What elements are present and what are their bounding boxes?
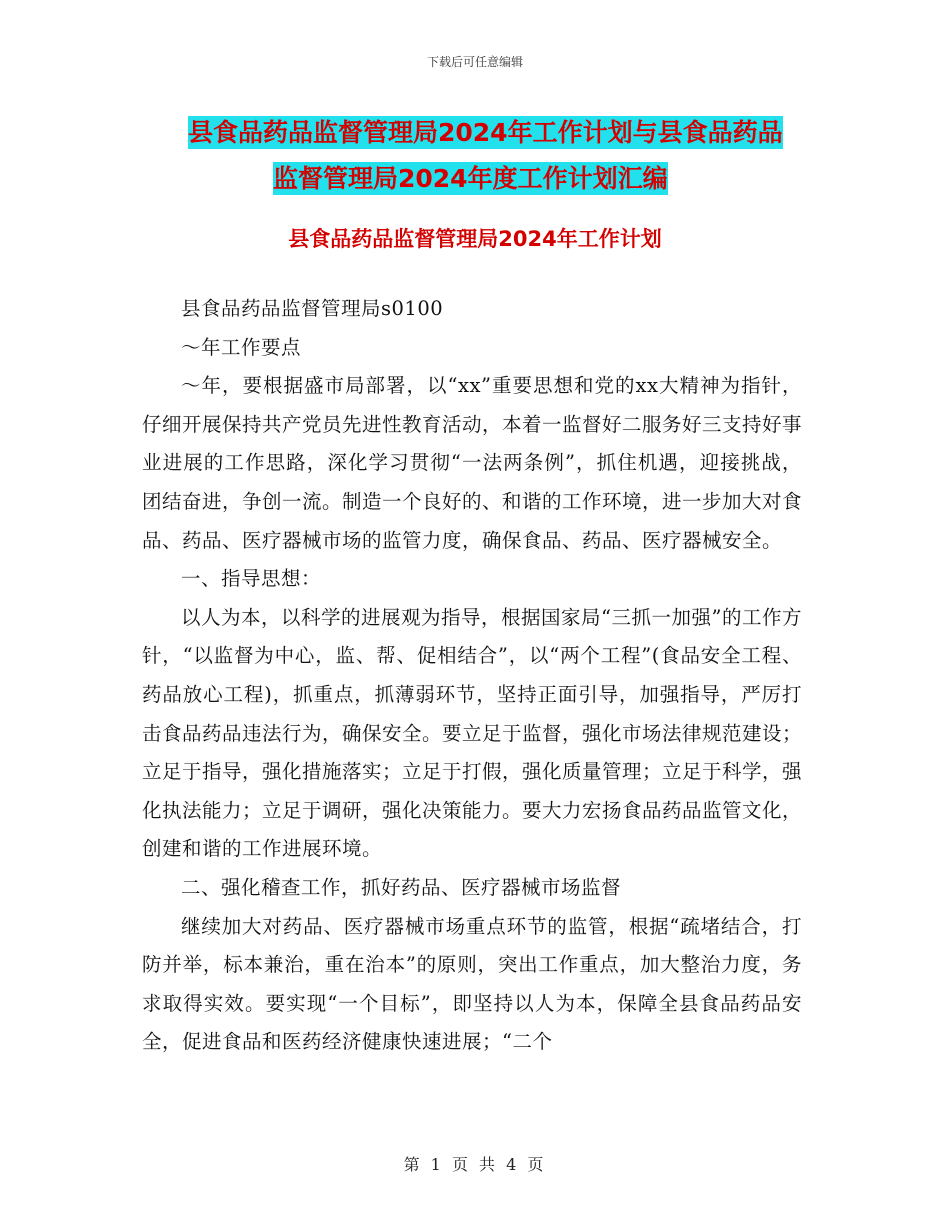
paragraph-agency-name: 县食品药品监督管理局s0100 <box>181 297 444 320</box>
title-highlight-2: 监督管理局2024年度工作计划汇编 <box>273 164 668 193</box>
document-title-line-2 <box>273 159 668 195</box>
title-highlight-1: 县食品药品监督管理局2024年工作计划与县食品药品 <box>188 118 783 147</box>
page-number-footer: 第 1 页 共 4 页 <box>403 1155 547 1174</box>
paragraph-key-points: ～年工作要点 <box>181 335 302 359</box>
document-title-line-1 <box>188 113 783 149</box>
paragraph-intro: ～年，要根据盛市局部署，以“xx”重要思想和党的xx大精神为指针，仔细开展保持共产党员先进性教育活动，本着一监督好二服务好三支持好事业进展的工作思路，深化学习贯彻“一法两条例”，抓住机遇，迎接挑战，团结奋进，争创一流。制造一个良好的、和谐的工作环境，进一步加大对食品、药品、医疗器械市场的监管力度，确保食品、药品、医疗器械安全。 <box>142 374 803 552</box>
paragraph-heading-guiding-ideology: 一、指导思想： <box>181 567 322 591</box>
paragraph-inspection: 继续加大对药品、医疗器械市场重点环节的监管，根据“疏堵结合，打防并举，标本兼治，重在治本”的原则，突出工作重点，加大整治力度，务求取得实效。要实现“一个目标”，即坚持以人为本，保障全县食品药品安全，促进食品和医药经济健康快速进展；“二个 <box>142 914 802 1054</box>
document-body <box>142 290 802 1062</box>
section-title: 县食品药品监督管理局2024年工作计划 <box>288 227 662 251</box>
paragraph-heading-inspection: 二、强化稽查工作，抓好药品、医疗器械市场监督 <box>181 875 622 899</box>
header-note: 下载后可任意编辑 <box>426 55 523 69</box>
paragraph-guiding-ideology: 以人为本，以科学的进展观为指导，根据国家局“三抓一加强”的工作方针，“以监督为中心，监、帮、促相结合”，以“两个工程”(食品安全工程、药品放心工程)，抓重点，抓薄弱环节，坚持正面引导，加强指导，严厉打击食品药品违法行为，确保安全。要立足于监督，强化市场法律规范建设；立足于指导，强化措施落实；立足于打假，强化质量管理；立足于科学，强化执法能力；立足于调研，强化决策能力。要大力宏扬食品药品监管文化，创建和谐的工作进展环境。 <box>142 605 803 861</box>
